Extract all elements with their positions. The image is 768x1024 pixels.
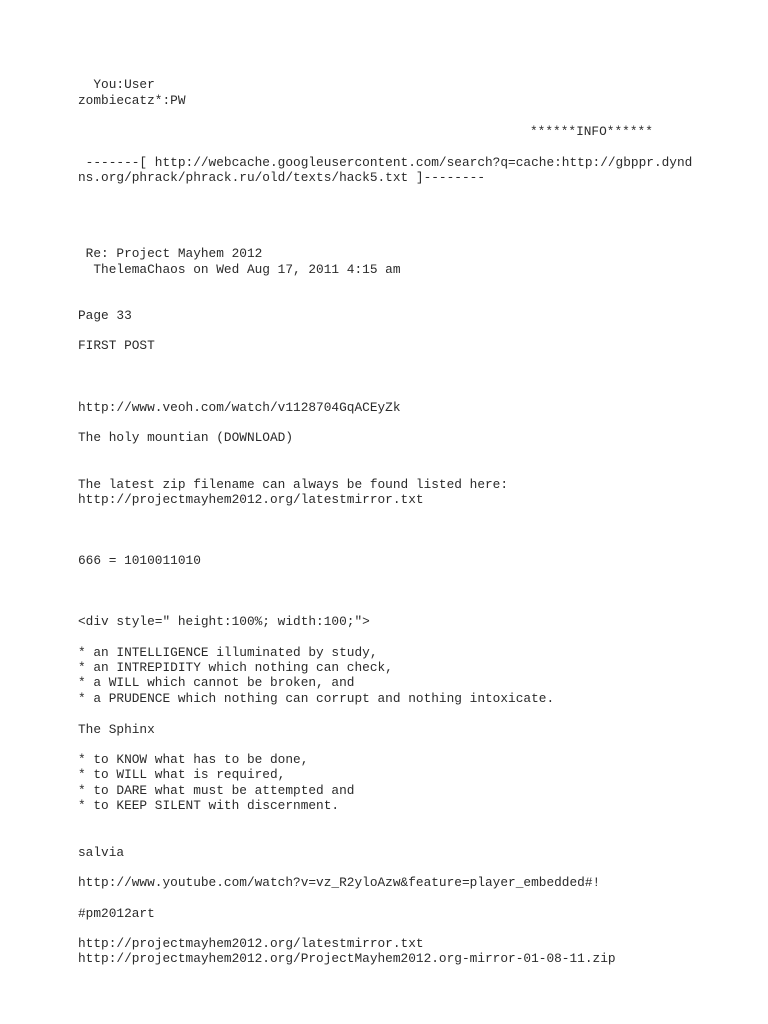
user-line: You:User: [78, 77, 155, 92]
sphinx-heading: The Sphinx: [78, 722, 155, 737]
zip-note: The latest zip filename can always be found listed here:: [78, 477, 509, 492]
power-item: * to WILL what is required,: [78, 767, 286, 782]
info-heading: ******INFO******: [530, 124, 653, 139]
mirror-link-1[interactable]: http://projectmayhem2012.org/latestmirror.txt: [78, 936, 424, 951]
power-item: * to DARE what must be attempted and: [78, 783, 355, 798]
youtube-link[interactable]: http://www.youtube.com/watch?v=vz_R2yloAzw&feature=player_embedded#!: [78, 875, 601, 890]
mirror-link-2[interactable]: http://projectmayhem2012.org/ProjectMayhem2012.org-mirror-01-08-11.zip: [78, 951, 616, 966]
power-item: * to KNOW what has to be done,: [78, 752, 309, 767]
cache-url-line-2[interactable]: ns.org/phrack/phrack.ru/old/texts/hack5.txt ]--------: [78, 170, 486, 185]
post-meta: ThelemaChaos on Wed Aug 17, 2011 4:15 am: [78, 262, 401, 277]
power-item: * to KEEP SILENT with discernment.: [78, 798, 340, 813]
first-post-label: FIRST POST: [78, 338, 155, 353]
hashtag: #pm2012art: [78, 906, 155, 921]
div-style-line: <div style=" height:100%; width:100;">: [78, 614, 370, 629]
binary-line: 666 = 1010011010: [78, 553, 201, 568]
cache-url-line-1[interactable]: -------[ http://webcache.googleusercontent.com/search?q=cache:http://gbppr.dynd: [78, 155, 693, 170]
veoh-link[interactable]: http://www.veoh.com/watch/v1128704GqACEyZk: [78, 400, 401, 415]
virtue-item: * a WILL which cannot be broken, and: [78, 675, 355, 690]
pw-line: zombiecatz*:PW: [78, 93, 186, 108]
virtue-item: * an INTELLIGENCE illuminated by study,: [78, 645, 378, 660]
post-title: Re: Project Mayhem 2012: [78, 246, 263, 261]
salvia-text: salvia: [78, 845, 125, 860]
virtue-item: * a PRUDENCE which nothing can corrupt and nothing intoxicate.: [78, 691, 555, 706]
virtue-item: * an INTREPIDITY which nothing can check,: [78, 660, 393, 675]
page-number: Page 33: [78, 308, 132, 323]
holy-mountain-text: The holy mountian (DOWNLOAD): [78, 430, 294, 445]
latest-mirror-link[interactable]: http://projectmayhem2012.org/latestmirror.txt: [78, 492, 424, 507]
